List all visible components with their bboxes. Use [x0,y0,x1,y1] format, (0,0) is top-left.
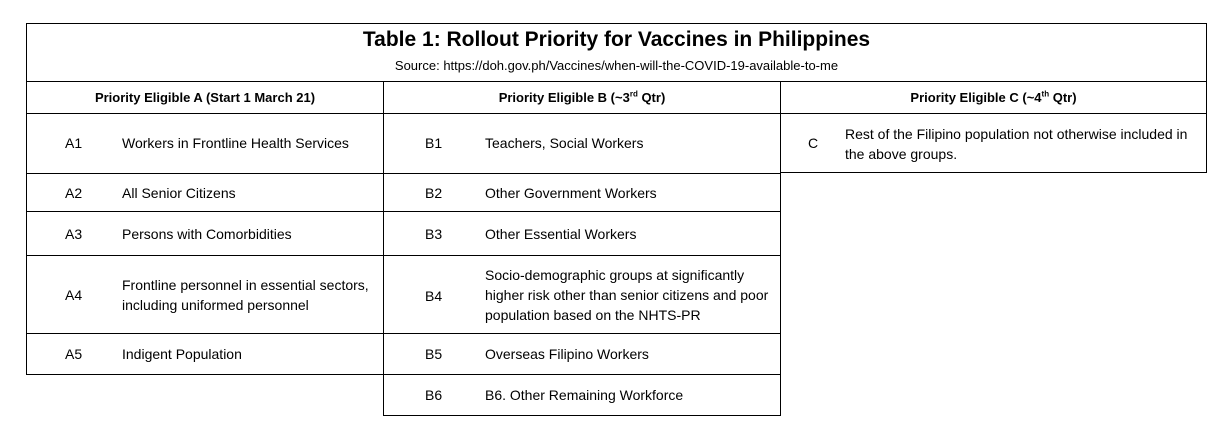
table-row-desc: Frontline personnel in essential sectors, including uniformed personnel [122,277,369,313]
header-priority-a [26,82,384,113]
col-border [780,81,781,416]
row-border [26,374,384,375]
table-row-code: B6 [425,387,443,403]
table-row-code: A3 [65,226,83,242]
row-border [383,211,781,212]
table-row-code: B1 [425,135,443,151]
table-row-code: B3 [425,226,443,242]
header-priority-a-text: Priority Eligible A (Start 1 March 21) [94,90,316,105]
header-priority-c-text: Priority Eligible C (~4 [910,90,1042,105]
header-priority-c-text-end: Qtr) [1049,90,1077,105]
table-row-desc: B6. Other Remaining Workforce [485,387,684,403]
table-title-box [26,23,1207,81]
table-row-desc: Workers in Frontline Health Services [122,135,349,151]
table-row-code: A5 [65,346,83,362]
table-row-code: B5 [425,346,443,362]
table-row-desc: Teachers, Social Workers [485,135,644,151]
header-priority-b-sup: rd [629,89,638,99]
row-border [26,333,384,334]
table-row-desc: Other Government Workers [485,185,657,201]
table-row-code: A4 [65,287,83,303]
table-row-code: B4 [425,288,443,304]
table-row-desc: Persons with Comorbidities [122,226,292,242]
table-row-desc: Indigent Population [122,346,242,362]
table-row-code: A1 [65,135,83,151]
table-title: Table 1: Rollout Priority for Vaccines in Philippines [362,28,871,51]
row-border [383,173,781,174]
table-row-code: C [808,135,819,151]
header-priority-b [383,82,781,113]
table-row-desc: Rest of the Filipino population not otherwise included in the above groups. [845,126,1188,162]
table-row-desc: Overseas Filipino Workers [485,346,649,362]
table-row-code: A2 [65,185,83,201]
row-border [780,172,1207,173]
col-border [26,23,27,375]
row-border [383,374,781,375]
row-border [383,333,781,334]
header-priority-b-text-end: Qtr) [637,90,666,105]
row-border [383,415,781,416]
table-row-desc: Other Essential Workers [485,226,637,242]
table-row-code: B2 [425,185,443,201]
col-border [383,81,384,416]
header-priority-c-sup: th [1041,89,1050,99]
row-border [383,255,781,256]
header-priority-b-text: Priority Eligible B (~3 [498,90,630,105]
row-border [26,173,384,174]
row-border [26,211,384,212]
row-border [26,255,384,256]
table-row-desc: Socio-demographic groups at significantly higher risk other than senior citizens and poor population based on the NHTS-PR [485,267,769,323]
table-source: Source: https://doh.gov.ph/Vaccines/when-will-the-COVID-19-available-to-me [394,58,839,73]
header-bottom-border [26,113,1207,114]
header-priority-c [780,82,1207,113]
table-row-desc: All Senior Citizens [122,185,236,201]
